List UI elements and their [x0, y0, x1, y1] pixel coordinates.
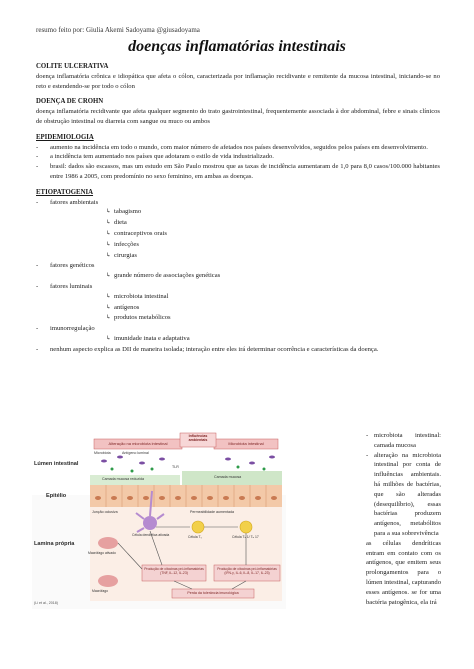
t0-cell: [192, 521, 204, 533]
luminal-item: ↳ antígenos: [36, 303, 440, 314]
fatores-ambientais: - fatores ambientais: [36, 198, 440, 208]
section-heading-etiopatogenia: ETIOPATOGENIA: [36, 188, 94, 196]
figure-label-microbiota: Microbiota intestinal: [228, 441, 264, 446]
fatores-luminais: - fatores luminais: [36, 282, 440, 292]
section-heading-epidemiologia: EPIDEMIOLOGIA: [36, 133, 94, 141]
figure-label-antigeno: Antígeno luminal: [122, 451, 149, 455]
figure-label-perda: Perda da tolerância imunológica: [187, 591, 239, 595]
figure-label-alteracao: Alteração na microbiota intestinal: [108, 441, 168, 446]
figure-label-macrofago-ativado: Macrófago ativado: [88, 551, 116, 555]
luminal-item: ↳ microbiota intestinal: [36, 292, 440, 303]
figure-reference: (Li et al., 2018): [34, 601, 58, 605]
figure-label-lumen: Lúmen intestinal: [34, 461, 79, 467]
ambiental-item: ↳ cirurgias: [36, 251, 440, 262]
figure-label-influencias: Influências ambientais: [188, 434, 208, 442]
genetico-item: ↳ grande número de associações genéticas: [36, 271, 440, 282]
credit-line: resumo feito por: Giulia Akemi Sadoyama @giusadoyama: [36, 26, 200, 34]
epithelium-cells: [90, 485, 282, 507]
right-item-continuation: as células dendríticas entram em contato com os antígenos, que emitem seus prolongamentos para o lúmen intestinal, capturando esses antígenos. se for uma bactéria patogênica, ela irá: [366, 539, 441, 606]
nenhum-aspecto: - nenhum aspecto explica as DII de maneira isolada; interação entre eles irá determinar ocorrência e características da doença.: [36, 345, 440, 355]
figure-label-epitelio: Epitélio: [46, 493, 67, 499]
figure-label-camada: Camada mucosa: [214, 475, 242, 479]
document-body: [36, 62, 440, 355]
figure-label-permeabilidade: Permeabilidade aumentada: [190, 510, 234, 514]
th-cell: [240, 521, 252, 533]
figure-label-lamina: Lamina própria: [34, 541, 75, 547]
figure-label-producao-1: Produção de citocinas pró-inflamatórias (TNF, IL-12, IL-23): [144, 567, 204, 575]
ambiental-item: ↳ tabagismo: [36, 207, 440, 218]
right-column-notes: [366, 431, 441, 607]
epidemiologia-item: - a incidência tem aumentado nos países que adotaram o estilo de vida industrializado.: [36, 152, 440, 162]
pathogenesis-diagram: [32, 431, 286, 609]
figure-label-juncao: Junção oclusiva: [92, 510, 118, 514]
page-title: doenças inflamatórias intestinais: [128, 38, 346, 55]
imunorregulacao: - imunorregulação: [36, 324, 440, 334]
colite-definition: doença inflamatória crônica e idiopática que afeta o cólon, caracterizada por inflamação recidivante e remitente da mucosa intestinal, iniciando-se no reto e estendendo-se por todo o cólon: [36, 72, 440, 90]
luminal-item: ↳ produtos metabólicos: [36, 313, 440, 324]
figure-label-microbiota-small: Microbiota: [94, 451, 111, 455]
figure-label-dendritica: Célula dendrítica ativada: [132, 533, 170, 537]
section-heading-colite: COLITE ULCERATIVA: [36, 63, 109, 70]
activated-macrophage: [98, 537, 118, 549]
ambiental-item: ↳ contraceptivos orais: [36, 229, 440, 240]
ambiental-item: ↳ infecções: [36, 240, 440, 251]
figure-label-producao-2: Produção de citocinas pró-inflamatórias (IFN-γ, IL-6, IL-8, IL-17, IL-23): [217, 567, 277, 575]
lamina-propria-area: [90, 507, 282, 601]
right-item: - alteração na microbiota intestinal por conta de influências ambientais. há milhões de bactérias, que são alteradas (desequilíbrio), essas bactérias produzem antígenos, metabólitos para a sua sobrevivência: [366, 451, 441, 539]
figure-label-camada-reduzida: Camada mucosa reduzida: [102, 477, 144, 481]
ambiental-item: ↳ dieta: [36, 218, 440, 229]
pathogenesis-figure: [32, 431, 286, 609]
macrophage: [98, 575, 118, 587]
figure-label-tlr: TLR: [172, 465, 179, 469]
imuno-item: ↳ imunidade inata e adaptativa: [36, 334, 440, 345]
epidemiologia-item: - brasil: dados são escassos, mas um estudo em São Paulo mostrou que as taxas de incidência aumentaram de 1,0 para 8,0 casos/100.000 habitantes entre 1986 a 2005, com predomínio no sexo feminino, em ambas as doenças.: [36, 162, 440, 182]
figure-label-th: Célula Tₕ 1/ Tₕ 17: [232, 535, 259, 539]
figure-label-t0: Célula T₀: [188, 535, 202, 539]
figure-label-macrofago: Macrófago: [92, 589, 109, 593]
fatores-geneticos: - fatores genéticos: [36, 261, 440, 271]
right-item: - microbiota intestinal: camada mucosa: [366, 431, 441, 451]
crohn-definition: doença inflamatória recidivante que afeta qualquer segmento do trato gastrointestinal, frequentemente associada à dor abdominal, febre e sinais clínicos de obstrução intestinal ou diarreia com sangue ou muco ou ambos: [36, 108, 440, 125]
section-heading-crohn: DOENÇA DE CROHN: [36, 98, 104, 106]
epidemiologia-item: - aumento na incidência em todo o mundo, com maior número de afetados nos países desenvolvidos, seguidos pelos países em desenvolvimento.: [36, 143, 440, 153]
